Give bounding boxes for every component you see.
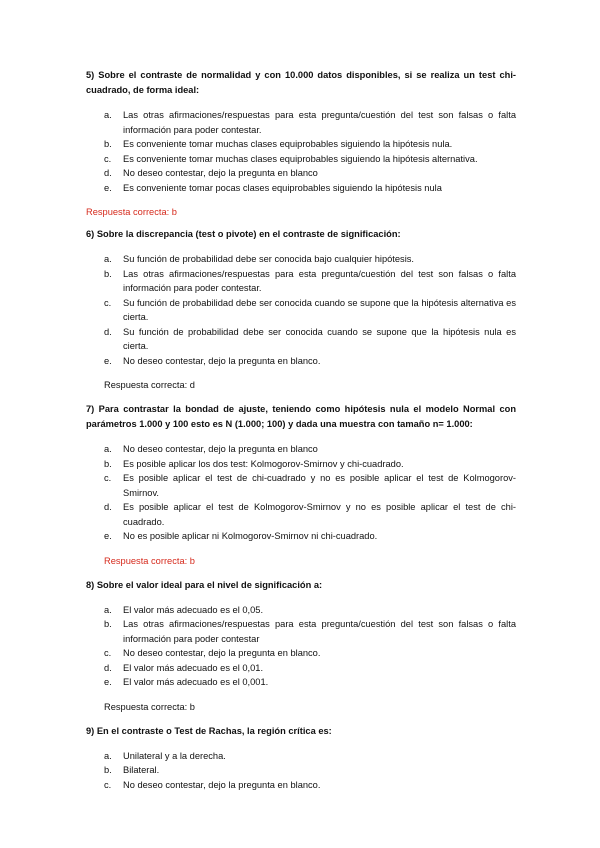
- option-text: No deseo contestar, dejo la pregunta en blanco: [123, 444, 318, 454]
- option-text: No deseo contestar, dejo la pregunta en blanco.: [123, 648, 321, 658]
- option-text: Es conveniente tomar muchas clases equiprobables siguiendo la hipótesis nula.: [123, 139, 453, 149]
- option-d: [86, 661, 516, 676]
- option-text: No deseo contestar, dejo la pregunta en blanco.: [123, 779, 321, 790]
- question-7: [86, 402, 516, 568]
- option-text: Es posible aplicar el test de chi-cuadrado y no es posible aplicar el test de Kolmogorov-Smirnov.: [123, 473, 516, 498]
- option-a: [86, 749, 516, 764]
- option-list: [86, 108, 516, 195]
- option-letter: b.: [104, 268, 112, 279]
- question-5: [86, 68, 516, 219]
- correct-answer: Respuesta correcta: b: [86, 207, 177, 217]
- option-e: [86, 675, 516, 690]
- option-e: [86, 529, 516, 544]
- question-title: 8) Sobre el valor ideal para el nivel de significación a:: [86, 579, 323, 590]
- option-text: Las otras afirmaciones/respuestas para esta pregunta/cuestión del test son falsas o falta información para poder contestar: [123, 619, 516, 644]
- option-c: [86, 296, 516, 325]
- option-text: No deseo contestar, dejo la pregunta en blanco: [123, 168, 318, 178]
- option-letter: a.: [104, 254, 112, 264]
- option-e: [86, 181, 516, 196]
- option-c: [86, 646, 516, 661]
- option-list: [86, 749, 516, 793]
- option-letter: b.: [104, 765, 112, 775]
- option-text: Bilateral.: [123, 765, 160, 775]
- option-letter: c.: [104, 473, 112, 483]
- option-text: No deseo contestar, dejo la pregunta en blanco.: [123, 355, 321, 366]
- question-8: [86, 578, 516, 714]
- option-letter: e.: [104, 531, 112, 541]
- correct-answer: Respuesta correcta: d: [104, 380, 195, 390]
- option-letter: e.: [104, 355, 112, 366]
- option-letter: b.: [104, 139, 112, 149]
- option-letter: c.: [104, 153, 112, 164]
- option-text: Es posible aplicar el test de Kolmogorov-Smirnov y no es posible aplicar el test de chi-cuadrado.: [123, 502, 516, 527]
- question-9: [86, 724, 516, 793]
- option-a: [86, 108, 516, 137]
- option-a: [86, 442, 516, 457]
- option-letter: e.: [104, 182, 112, 193]
- option-text: Las otras afirmaciones/respuestas para esta pregunta/cuestión del test son falsas o falta información para poder contestar.: [123, 110, 516, 135]
- option-letter: c.: [104, 648, 112, 658]
- option-e: [86, 354, 516, 369]
- option-letter: a.: [104, 750, 112, 761]
- option-letter: c.: [104, 779, 112, 790]
- option-list: [86, 442, 516, 544]
- option-text: Su función de probabilidad debe ser conocida cuando se supone que la hipótesis nula es cierta.: [123, 326, 516, 351]
- option-text: Su función de probabilidad debe ser conocida bajo cualquier hipótesis.: [123, 254, 414, 264]
- option-d: [86, 166, 516, 181]
- option-list: [86, 252, 516, 368]
- option-text: El valor más adecuado es el 0,05.: [123, 604, 264, 615]
- option-text: Unilateral y a la derecha.: [123, 750, 226, 761]
- question-title: 9) En el contraste o Test de Rachas, la región crítica es:: [86, 725, 332, 736]
- question-6: [86, 227, 516, 392]
- option-text: Es conveniente tomar muchas clases equiprobables siguiendo la hipótesis alternativa.: [123, 153, 478, 164]
- option-b: [86, 267, 516, 296]
- option-text: No es posible aplicar ni Kolmogorov-Smirnov ni chi-cuadrado.: [123, 531, 378, 541]
- option-letter: d.: [104, 502, 112, 512]
- option-c: [86, 778, 516, 793]
- option-letter: b.: [104, 619, 112, 629]
- option-d: [86, 500, 516, 529]
- question-title: 7) Para contrastar la bondad de ajuste, teniendo como hipótesis nula el modelo Normal con parámetros 1.000 y 100 esto es N (1.000; 100) y dada una muestra con tamaño n= 1.000:: [86, 404, 516, 429]
- option-b: [86, 617, 516, 646]
- option-b: [86, 137, 516, 152]
- option-letter: d.: [104, 326, 112, 337]
- option-b: [86, 763, 516, 778]
- correct-answer: Respuesta correcta: b: [104, 555, 195, 566]
- option-letter: d.: [104, 662, 112, 673]
- option-a: [86, 603, 516, 618]
- option-letter: e.: [104, 677, 112, 687]
- option-letter: b.: [104, 458, 112, 469]
- question-title: 6) Sobre la discrepancia (test o pivote) en el contraste de significación:: [86, 229, 401, 239]
- option-c: [86, 152, 516, 167]
- option-a: [86, 252, 516, 267]
- option-letter: a.: [104, 444, 112, 454]
- option-b: [86, 457, 516, 472]
- option-text: Las otras afirmaciones/respuestas para esta pregunta/cuestión del test son falsas o falta información para poder contestar.: [123, 268, 516, 293]
- option-letter: c.: [104, 297, 112, 308]
- option-list: [86, 603, 516, 690]
- document-content: [86, 68, 516, 792]
- option-text: El valor más adecuado es el 0,01.: [123, 662, 264, 673]
- correct-answer: Respuesta correcta: b: [104, 701, 195, 712]
- option-text: Su función de probabilidad debe ser conocida cuando se supone que la hipótesis alternativa es cierta.: [123, 297, 516, 322]
- option-d: [86, 325, 516, 354]
- option-letter: a.: [104, 110, 112, 120]
- option-letter: d.: [104, 168, 112, 178]
- option-letter: a.: [104, 604, 112, 615]
- option-text: Es posible aplicar los dos test: Kolmogorov-Smirnov y chi-cuadrado.: [123, 458, 404, 469]
- option-c: [86, 471, 516, 500]
- option-text: El valor más adecuado es el 0,001.: [123, 677, 269, 687]
- question-title: 5) Sobre el contraste de normalidad y con 10.000 datos disponibles, si se realiza un test chi-cuadrado, de forma ideal:: [86, 70, 516, 95]
- option-text: Es conveniente tomar pocas clases equiprobables siguiendo la hipótesis nula: [123, 182, 442, 193]
